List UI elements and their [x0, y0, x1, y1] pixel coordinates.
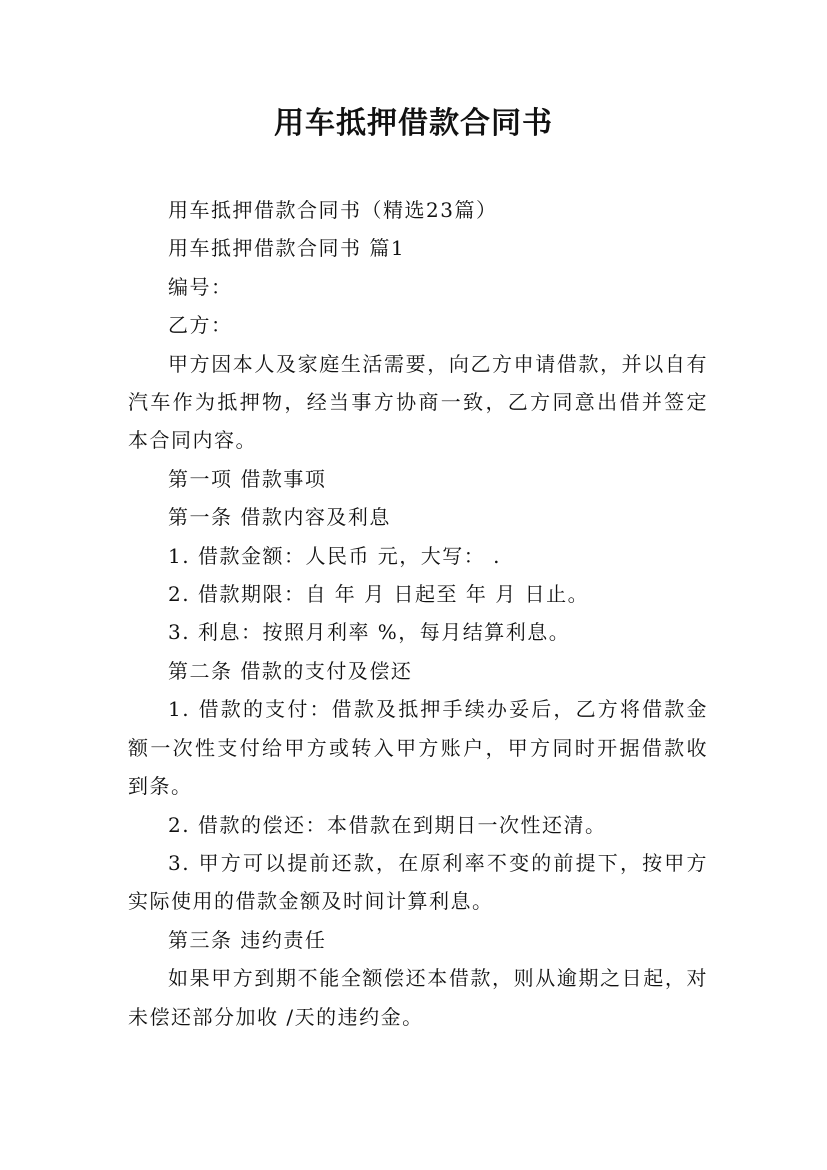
paragraph-loan-amount: 1. 借款金额：人民币 元，大写： .	[168, 543, 502, 568]
paragraph-collection-title: 用车抵押借款合同书（精选23篇）	[168, 198, 498, 222]
paragraph-article-1-heading: 第一条 借款内容及利息	[168, 505, 391, 530]
paragraph-article-2-heading: 第二条 借款的支付及偿还	[168, 658, 413, 683]
paragraph-loan-term: 2. 借款期限：自 年 月 日起至 年 月 日止。	[168, 582, 590, 607]
paragraph-preamble: 甲方因本人及家庭生活需要，向乙方申请借款，并以自有汽车作为抵押物，经当事方协商一致，乙方同意出借并签定本合同内容。	[128, 351, 708, 453]
paragraph-item-heading: 第一项 借款事项	[168, 466, 327, 491]
document-title: 用车抵押借款合同书	[274, 106, 553, 141]
paragraph-loan-repayment: 2. 借款的偿还：本借款在到期日一次性还清。	[168, 812, 607, 837]
paragraph-section-heading: 用车抵押借款合同书 篇1	[168, 236, 406, 261]
paragraph-article-3-heading: 第三条 违约责任	[168, 927, 327, 952]
paragraph-default-penalty: 如果甲方到期不能全额偿还本借款，则从逾期之日起，对未偿还部分加收 /天的违约金。	[128, 966, 708, 1029]
paragraph-number-label: 编号：	[168, 274, 233, 299]
paragraph-loan-payment: 1. 借款的支付：借款及抵押手续办妥后，乙方将借款金额一次性支付给甲方或转入甲方账户，甲方同时开据借款收到条。	[128, 697, 708, 799]
document-body	[128, 191, 708, 1036]
paragraph-party-b-label: 乙方：	[168, 313, 233, 338]
paragraph-interest: 3. 利息：按照月利率 %，每月结算利息。	[168, 620, 571, 645]
paragraph-early-repayment: 3. 甲方可以提前还款，在原利率不变的前提下，按甲方实际使用的借款金额及时间计算利息。	[128, 850, 708, 914]
